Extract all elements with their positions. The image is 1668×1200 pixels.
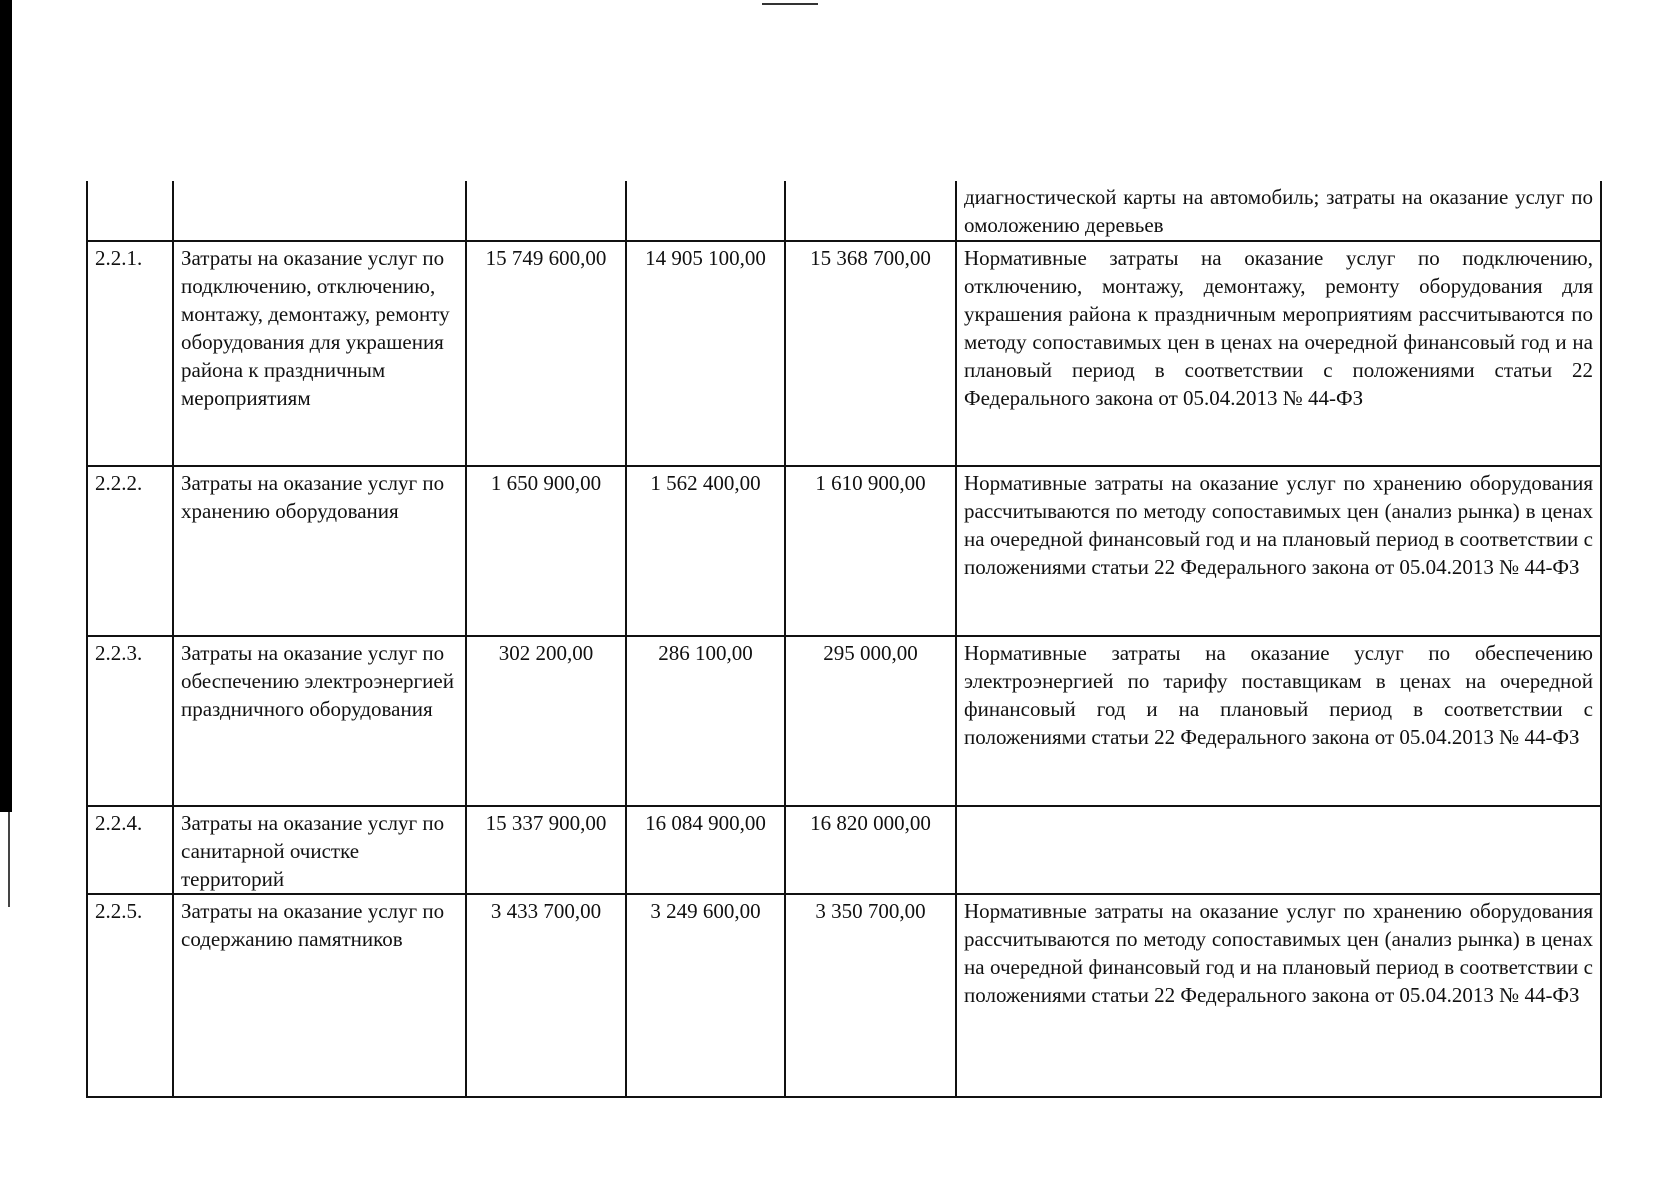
table-row [87, 181, 1601, 241]
row-name: Затраты на оказание услуг по подключению, отключению, монтажу, демонтажу, ремонту оборудования для украшения района к праздничным мероприятиям [173, 241, 466, 466]
table-row [87, 636, 1601, 806]
row-number: 2.2.2. [87, 466, 173, 636]
row-description: Нормативные затраты на оказание услуг по хранению оборудования рассчитываются по методу сопоставимых цен (анализ рынка) в ценах на очередной финансовый год и на плановый период в соответствии с положениями статьи 22 Федерального закона от 05.04.2013 № 44-ФЗ [956, 466, 1601, 636]
row-name: Затраты на оказание услуг по хранению оборудования [173, 466, 466, 636]
value-year-1 [466, 181, 626, 241]
value-year-3: 3 350 700,00 [785, 894, 956, 1097]
page-top-mark [762, 3, 818, 5]
value-year-1: 3 433 700,00 [466, 894, 626, 1097]
row-name: Затраты на оказание услуг по содержанию памятников [173, 894, 466, 1097]
row-description: диагностической карты на автомобиль; затраты на оказание услуг по омоложению деревьев [956, 181, 1601, 241]
value-year-2 [626, 181, 785, 241]
row-name [173, 181, 466, 241]
row-number: 2.2.3. [87, 636, 173, 806]
row-description: Нормативные затраты на оказание услуг по обеспечению электроэнергией по тарифу поставщикам в ценах на очередной финансовый год и на плановый период в соответствии с положениями статьи 22 Федерального закона от 05.04.2013 № 44-ФЗ [956, 636, 1601, 806]
value-year-2: 1 562 400,00 [626, 466, 785, 636]
value-year-3: 1 610 900,00 [785, 466, 956, 636]
value-year-2: 3 249 600,00 [626, 894, 785, 1097]
row-number [87, 181, 173, 241]
scan-edge-line [8, 812, 10, 907]
value-year-1: 15 337 900,00 [466, 806, 626, 894]
value-year-3 [785, 181, 956, 241]
value-year-1: 302 200,00 [466, 636, 626, 806]
table-row [87, 466, 1601, 636]
value-year-3: 15 368 700,00 [785, 241, 956, 466]
value-year-1: 15 749 600,00 [466, 241, 626, 466]
scan-edge-bar [0, 0, 12, 812]
row-number: 2.2.5. [87, 894, 173, 1097]
row-number: 2.2.1. [87, 241, 173, 466]
row-description [956, 806, 1601, 894]
value-year-2: 286 100,00 [626, 636, 785, 806]
value-year-1: 1 650 900,00 [466, 466, 626, 636]
value-year-2: 14 905 100,00 [626, 241, 785, 466]
table-row [87, 894, 1601, 1097]
table-row [87, 241, 1601, 466]
cost-table [86, 181, 1602, 1098]
value-year-3: 16 820 000,00 [785, 806, 956, 894]
value-year-2: 16 084 900,00 [626, 806, 785, 894]
row-number: 2.2.4. [87, 806, 173, 894]
row-description: Нормативные затраты на оказание услуг по хранению оборудования рассчитываются по методу сопоставимых цен (анализ рынка) в ценах на очередной финансовый год и на плановый период в соответствии с положениями статьи 22 Федерального закона от 05.04.2013 № 44-ФЗ [956, 894, 1601, 1097]
row-description: Нормативные затраты на оказание услуг по подключению, отключению, монтажу, демонтажу, ремонту оборудования для украшения района к праздничным мероприятиям рассчитываются по методу сопоставимых цен в ценах на очередной финансовый год и на плановый период в соответствии с положениями статьи 22 Федерального закона от 05.04.2013 № 44-ФЗ [956, 241, 1601, 466]
value-year-3: 295 000,00 [785, 636, 956, 806]
row-name: Затраты на оказание услуг по обеспечению электроэнергией праздничного оборудования [173, 636, 466, 806]
row-name: Затраты на оказание услуг по санитарной очистке территорий [173, 806, 466, 894]
table-row [87, 806, 1601, 894]
